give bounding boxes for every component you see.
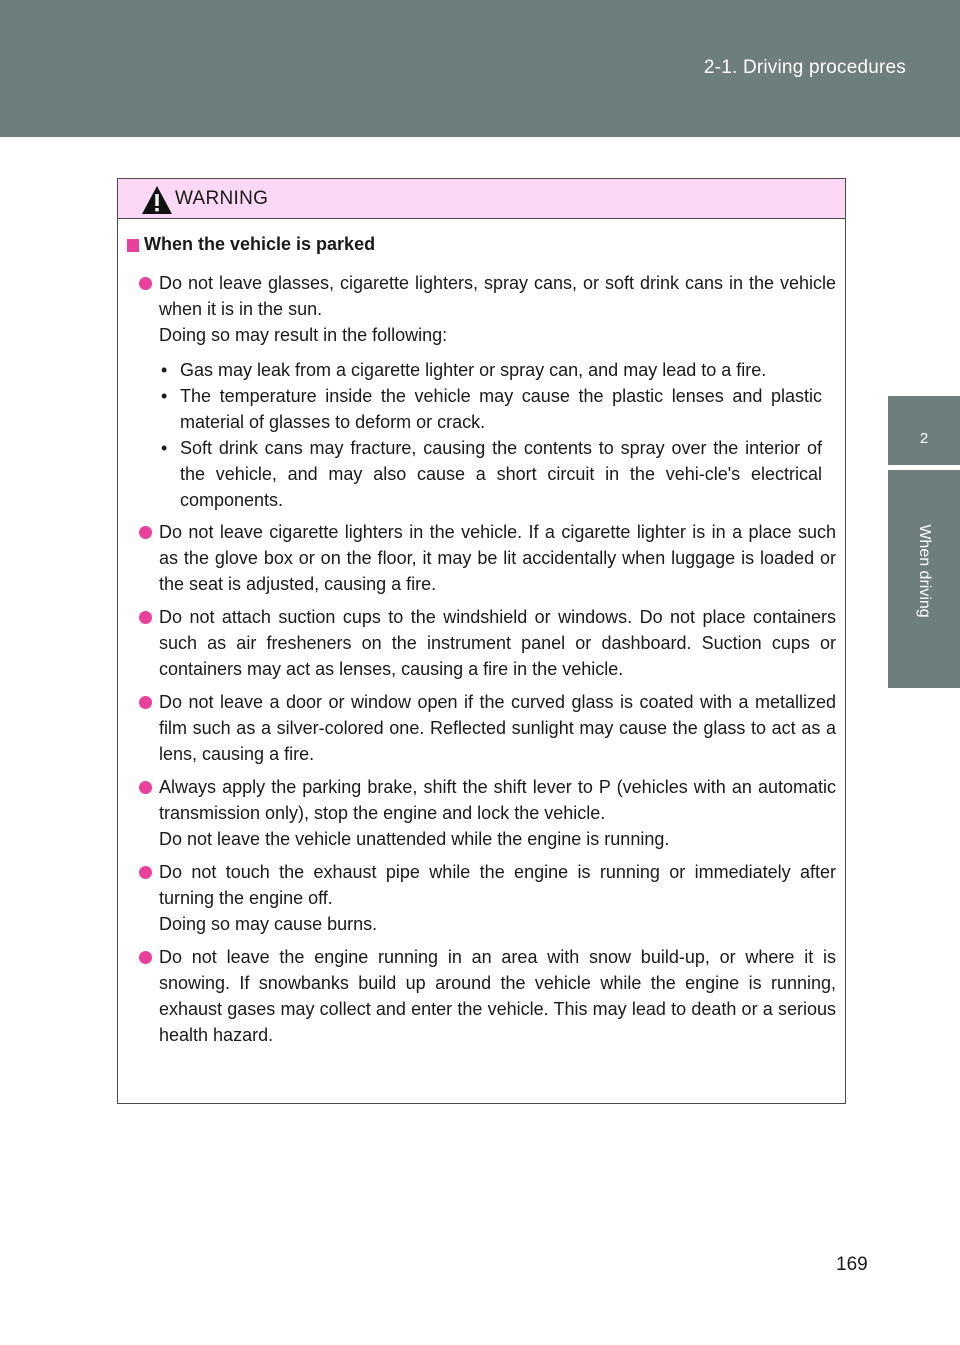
round-bullet-icon [139,696,152,709]
list-item [127,519,836,597]
square-bullet-icon [127,239,139,252]
list-item [127,944,836,1048]
page-number: 169 [836,1254,868,1275]
warning-content [118,219,845,1048]
warning-header [118,179,845,219]
sub-list-item: • Gas may leak from a cigarette lighter or spray can, and may lead to a fire. [161,360,767,380]
bullet-text: Do not leave glasses, cigarette lighters, spray cans, or soft drink cans in the vehicle when it is in the sun. [159,273,836,319]
round-bullet-icon [139,526,152,539]
bullet-text: Do not leave a door or window open if the curved glass is coated with a metallized film such as a silver-colored one. Reflected sunlight may cause the glass to act as a lens, causing a fire. [159,692,836,764]
sub-list [159,357,836,513]
warning-triangle-icon [141,185,173,215]
bullet-text: Doing so may result in the following: [159,325,448,345]
bullet-text: Do not leave the engine running in an area with snow build-up, or where it is snowing. If snowbanks build up around the vehicle while the engine is running, exhaust gases may collect and enter the vehicle. This may lead to death or a serious health hazard. [159,947,836,1045]
list-item [127,859,836,937]
list-item [127,689,836,767]
section-title: When the vehicle is parked [144,234,376,254]
bullet-text: Always apply the parking brake, shift the shift lever to P (vehicles with an automatic transmission only), stop the engine and lock the vehicle. [159,777,836,823]
section-breadcrumb: 2-1. Driving procedures [703,57,906,78]
list-item [127,774,836,852]
bullet-text: Do not attach suction cups to the windshield or windows. Do not place containers such as air fresheners on the instrument panel or dashboard. Suction cups or containers may act as lenses, causing a fire in the vehicle. [159,607,836,679]
section-heading [127,233,836,263]
round-bullet-icon [139,781,152,794]
header-bar [0,0,960,137]
chapter-number: 2 [919,430,929,447]
chapter-label: When driving [916,524,933,618]
round-bullet-icon [139,277,152,290]
bullet-text: Do not leave cigarette lighters in the vehicle. If a cigarette lighter is in a place such as the glove box or on the floor, it may be lit accidentally when luggage is loaded or the seat is adjusted, causing a fire. [159,522,836,594]
list-item [127,270,836,513]
sub-list-item: • The temperature inside the vehicle may cause the plastic lenses and plastic material of glasses to deform or crack. [161,386,822,432]
warning-label: WARNING [175,188,269,209]
sub-list-item: • Soft drink cans may fracture, causing the contents to spray over the interior of the vehicle, and may also cause a short circuit in the vehi-cle's electrical components. [161,438,822,510]
bullet-text: Do not leave the vehicle unattended while the engine is running. [159,829,670,849]
round-bullet-icon [139,866,152,879]
chapter-tab-number[interactable] [888,396,960,465]
round-bullet-icon [139,951,152,964]
round-bullet-icon [139,611,152,624]
bullet-text: Do not touch the exhaust pipe while the engine is running or immediately after turning the engine off. [159,862,836,908]
list-item [127,604,836,682]
chapter-tab-label[interactable] [888,470,960,688]
bullet-text: Doing so may cause burns. [159,914,378,934]
warning-box [117,178,846,1104]
